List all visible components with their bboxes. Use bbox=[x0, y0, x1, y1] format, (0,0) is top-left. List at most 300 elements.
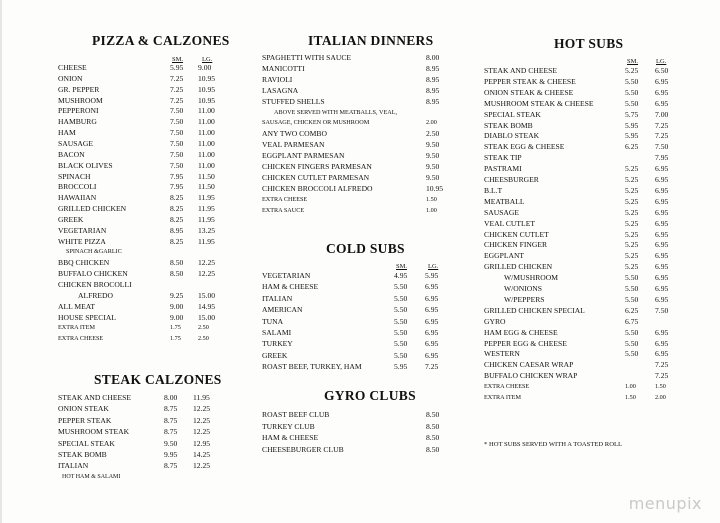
price-large: 7.50 bbox=[655, 305, 669, 315]
price-large: 7.25 bbox=[655, 371, 669, 381]
price: 1.50 bbox=[426, 195, 437, 203]
menu-item-row bbox=[262, 97, 452, 107]
item-name: LASAGNA bbox=[262, 85, 299, 95]
item-name: SAUSAGE, CHICKEN OR MUSHROOM bbox=[262, 119, 370, 127]
item-name: STUFFED SHELLS bbox=[262, 96, 325, 106]
price: 7.50 bbox=[170, 160, 184, 170]
item-name: MUSHROOM STEAK bbox=[58, 427, 130, 437]
price: 5.25 bbox=[625, 66, 639, 75]
menu-item-row bbox=[58, 323, 228, 333]
menu-item-row bbox=[262, 362, 452, 372]
price-large: 6.95 bbox=[655, 164, 669, 174]
item-name: ONION STEAK & CHEESE bbox=[484, 87, 574, 97]
price-large: 12.95 bbox=[193, 438, 211, 448]
item-name: SALAMI bbox=[262, 328, 292, 337]
item-name: VEAL CUTLET bbox=[484, 218, 535, 228]
price-large: 11.00 bbox=[198, 160, 215, 170]
price: 8.25 bbox=[170, 214, 184, 224]
menu-item-row bbox=[262, 184, 452, 194]
item-name: ONION bbox=[58, 73, 83, 83]
item-name: MANICOTTI bbox=[262, 63, 305, 73]
price: 8.50 bbox=[426, 433, 440, 443]
price: 5.25 bbox=[625, 196, 639, 206]
menu-item-row bbox=[58, 117, 228, 127]
item-name: CHICKEN BROCCOLI ALFREDO bbox=[262, 183, 373, 193]
menu-item-row bbox=[58, 106, 228, 116]
menu-item-row bbox=[262, 195, 452, 205]
menu-item-row bbox=[262, 271, 452, 281]
price: 5.25 bbox=[625, 164, 639, 174]
price-large: 11.00 bbox=[198, 138, 215, 148]
price: 8.95 bbox=[426, 85, 440, 95]
price: 10.95 bbox=[426, 183, 444, 193]
menu-item-row bbox=[262, 86, 452, 96]
price: 7.25 bbox=[170, 95, 184, 105]
price: 9.50 bbox=[426, 172, 440, 182]
price-large: 2.00 bbox=[655, 394, 666, 401]
sm-header: SM. bbox=[627, 58, 639, 65]
price: 5.50 bbox=[625, 327, 639, 337]
menu-item-row bbox=[484, 339, 684, 349]
hot-subs-footnote: * HOT SUBS SERVED WITH A TOASTED ROLL bbox=[484, 441, 623, 448]
menu-item-row bbox=[484, 99, 684, 109]
item-name: PEPPER EGG & CHEESE bbox=[484, 338, 567, 348]
price-large: 11.95 bbox=[198, 204, 215, 214]
item-name: PASTRAMI bbox=[484, 164, 522, 174]
menu-item-row bbox=[484, 121, 684, 131]
price: 8.25 bbox=[170, 204, 184, 214]
section-title: PIZZA & CALZONES bbox=[92, 33, 230, 48]
price: 7.50 bbox=[170, 128, 184, 138]
item-name: BROCCOLI bbox=[58, 182, 97, 192]
item-name: ROAST BEEF CLUB bbox=[262, 410, 330, 419]
menu-item-row bbox=[58, 313, 228, 323]
price: 5.50 bbox=[394, 328, 408, 337]
price: 5.95 bbox=[170, 63, 184, 72]
item-name: EXTRA CHEESE bbox=[484, 383, 530, 391]
price: 5.50 bbox=[394, 339, 408, 349]
price-large: 2.50 bbox=[198, 324, 209, 332]
price: 2.00 bbox=[426, 119, 437, 127]
price-large: 6.95 bbox=[655, 327, 669, 337]
item-name: WESTERN bbox=[484, 349, 520, 359]
price-large: 6.95 bbox=[425, 316, 439, 326]
menu-item-row bbox=[262, 118, 452, 128]
menu-item-row bbox=[484, 197, 684, 207]
price-large: 6.95 bbox=[655, 294, 669, 304]
price: 5.25 bbox=[625, 185, 639, 195]
item-name: EGGPLANT bbox=[484, 251, 525, 261]
price: 9.50 bbox=[426, 162, 440, 171]
item-name: GRILLED CHICKEN bbox=[58, 204, 127, 214]
price: 1.50 bbox=[625, 394, 636, 401]
price-large: 11.00 bbox=[198, 149, 215, 159]
price-large: 10.95 bbox=[198, 84, 216, 94]
menu-item-row bbox=[484, 175, 684, 185]
section-title: GYRO CLUBS bbox=[324, 388, 416, 403]
item-name: BBQ CHICKEN bbox=[58, 258, 110, 268]
item-name: GRILLED CHICKEN SPECIAL bbox=[484, 305, 585, 315]
item-name: CHICKEN BROCOLLI bbox=[58, 280, 132, 289]
item-name: EXTRA CHEESE bbox=[58, 335, 104, 343]
price: 8.00 bbox=[164, 393, 178, 402]
menu-item-row bbox=[484, 77, 684, 87]
price-large: 6.95 bbox=[425, 350, 439, 360]
price-large: 6.95 bbox=[655, 218, 669, 228]
price-large: 6.95 bbox=[655, 175, 669, 184]
price: 9.95 bbox=[164, 450, 178, 459]
menu-item-row bbox=[262, 173, 452, 183]
price-large: 9.00 bbox=[198, 63, 212, 72]
menu-item-row bbox=[58, 269, 228, 279]
menu-item-row bbox=[262, 328, 452, 338]
price: 8.95 bbox=[426, 74, 440, 84]
price: 8.25 bbox=[170, 236, 184, 246]
item-name: CHICKEN CUTLET PARMESAN bbox=[262, 172, 370, 182]
menu-item-row bbox=[484, 230, 684, 240]
item-name: STEAK BOMB bbox=[58, 450, 107, 459]
item-name: BUFFALO CHICKEN bbox=[58, 269, 128, 279]
price-large: 6.95 bbox=[655, 185, 669, 195]
price: 8.95 bbox=[170, 225, 184, 235]
item-name: RAVIOLI bbox=[262, 74, 293, 84]
menu-item-row bbox=[58, 226, 228, 236]
price: 8.50 bbox=[426, 421, 440, 431]
price: 9.50 bbox=[426, 151, 440, 161]
menu-item-row bbox=[58, 404, 228, 414]
price: 1.75 bbox=[170, 324, 181, 332]
item-name: CHEESEBURGER CLUB bbox=[262, 444, 344, 454]
menu-item-row bbox=[58, 204, 228, 214]
menu-item-row bbox=[58, 193, 228, 203]
menu-item-row bbox=[484, 262, 684, 272]
item-name: HOUSE SPECIAL bbox=[58, 312, 117, 322]
section-title: COLD SUBS bbox=[326, 241, 405, 256]
price-large: 7.25 bbox=[655, 120, 669, 130]
price: 6.25 bbox=[625, 142, 639, 152]
price: 8.75 bbox=[164, 461, 178, 471]
menu-item-row bbox=[58, 334, 228, 344]
item-name: EGGPLANT PARMESAN bbox=[262, 151, 345, 161]
price-large: 2.50 bbox=[198, 335, 209, 343]
menu-item-row bbox=[58, 161, 228, 171]
menu-item-row bbox=[58, 302, 228, 312]
menu-item-row bbox=[484, 88, 684, 98]
item-name: SAUSAGE bbox=[58, 138, 94, 148]
price-large: 7.25 bbox=[425, 362, 439, 372]
price-large: 10.95 bbox=[198, 95, 216, 105]
menu-item-row bbox=[262, 162, 452, 172]
price: 9.00 bbox=[170, 301, 184, 311]
menu-item-row bbox=[484, 382, 684, 392]
price-large: 11.95 bbox=[193, 393, 210, 402]
price-large: 12.25 bbox=[198, 258, 216, 268]
price-large: 7.00 bbox=[655, 109, 669, 119]
price: 5.50 bbox=[625, 76, 639, 86]
menu-item-row bbox=[484, 66, 684, 76]
price: 5.25 bbox=[625, 240, 639, 250]
price-large: 6.95 bbox=[655, 349, 669, 359]
price: 5.50 bbox=[625, 284, 639, 293]
price-large: 10.95 bbox=[198, 73, 216, 83]
menu-item-row bbox=[262, 422, 452, 432]
item-name: TUNA bbox=[262, 316, 284, 326]
price-large: 7.95 bbox=[655, 153, 669, 163]
item-name: ITALIAN bbox=[58, 461, 89, 471]
item-name: GYRO bbox=[484, 316, 506, 326]
menu-item-row bbox=[484, 273, 684, 283]
price: 5.50 bbox=[394, 282, 408, 292]
price-large: 12.25 bbox=[193, 404, 211, 414]
lg-header: LG. bbox=[656, 58, 667, 65]
price-large: 12.25 bbox=[198, 269, 216, 279]
price: 5.50 bbox=[625, 273, 639, 283]
menu-item-row bbox=[484, 284, 684, 294]
price: 5.25 bbox=[625, 251, 639, 261]
price: 5.50 bbox=[394, 316, 408, 326]
menu-item-row bbox=[484, 240, 684, 250]
item-name: CHICKEN FINGERS PARMESAN bbox=[262, 162, 372, 171]
section-title: STEAK CALZONES bbox=[94, 372, 222, 387]
item-name: ALFREDO bbox=[78, 290, 114, 300]
price-large: 11.50 bbox=[198, 171, 215, 181]
menu-item-row bbox=[262, 410, 452, 420]
watermark-logo: menupix bbox=[628, 494, 702, 513]
item-name: SPINACH &GARLIC bbox=[66, 248, 122, 256]
item-name: MUSHROOM STEAK & CHEESE bbox=[484, 98, 594, 108]
price: 5.50 bbox=[625, 338, 639, 348]
price: 1.00 bbox=[625, 383, 636, 391]
price-large: 12.25 bbox=[193, 427, 211, 437]
menu-item-row bbox=[484, 164, 684, 174]
item-name: GREEK bbox=[58, 214, 84, 224]
price-large: 6.95 bbox=[655, 229, 669, 239]
menu-item-row bbox=[58, 215, 228, 225]
price: 7.95 bbox=[170, 171, 184, 181]
menu-item-row bbox=[58, 416, 228, 426]
item-name: CHEESBURGER bbox=[484, 175, 539, 184]
menu-item-row bbox=[484, 208, 684, 218]
item-name: HAM EGG & CHEESE bbox=[484, 327, 558, 337]
price-large: 6.95 bbox=[655, 273, 669, 283]
item-name: HAM & CHEESE bbox=[262, 433, 319, 443]
menu-item-row bbox=[58, 182, 228, 192]
price: 5.75 bbox=[625, 109, 639, 119]
price-large: 6.95 bbox=[655, 87, 669, 97]
menu-item-row bbox=[262, 206, 452, 216]
price: 5.50 bbox=[394, 293, 408, 303]
item-name: SPECIAL STEAK bbox=[58, 438, 115, 448]
price-large: 11.50 bbox=[198, 182, 215, 192]
item-name: STEAK EGG & CHEESE bbox=[484, 142, 565, 152]
item-name: W/PEPPERS bbox=[504, 294, 545, 304]
menu-item-row bbox=[262, 75, 452, 85]
item-name: GREEK bbox=[262, 350, 288, 360]
price-large: 11.00 bbox=[198, 106, 215, 116]
price-large: 11.00 bbox=[198, 117, 215, 127]
menu-item-row bbox=[484, 393, 684, 403]
item-name: SPAGHETTI WITH SAUCE bbox=[262, 53, 352, 62]
menu-item-row bbox=[262, 151, 452, 161]
price: 5.50 bbox=[394, 350, 408, 360]
item-name: EXTRA ITEM bbox=[58, 324, 95, 332]
item-name: CHICKEN FINGER bbox=[484, 240, 548, 250]
price: 2.50 bbox=[426, 129, 440, 139]
item-name: CHICKEN CAESAR WRAP bbox=[484, 360, 574, 370]
menu-item-row bbox=[484, 153, 684, 163]
lg-header: LG. bbox=[428, 263, 439, 270]
menu-item-row bbox=[262, 129, 452, 139]
price-large: 6.95 bbox=[425, 305, 439, 315]
item-name: VEGETARIAN bbox=[58, 225, 107, 235]
item-name: MUSHROOM bbox=[58, 95, 103, 105]
item-name: ITALIAN bbox=[262, 293, 293, 303]
menu-item-row bbox=[484, 142, 684, 152]
price-large: 6.95 bbox=[655, 98, 669, 108]
menu-item-row bbox=[58, 128, 228, 138]
price-large: 6.95 bbox=[655, 207, 669, 217]
item-name: ONION STEAK bbox=[58, 404, 109, 414]
item-name: B.L.T bbox=[484, 185, 503, 195]
menu-item-row bbox=[58, 461, 228, 471]
menu-item-row bbox=[58, 63, 228, 73]
menu-item-row bbox=[58, 139, 228, 149]
price: 7.25 bbox=[170, 84, 184, 94]
price: 6.75 bbox=[625, 316, 639, 326]
menu-item-row bbox=[58, 150, 228, 160]
price: 5.25 bbox=[625, 175, 639, 184]
menu-item-row bbox=[58, 258, 228, 268]
price: 8.50 bbox=[426, 444, 440, 454]
price: 7.50 bbox=[170, 117, 184, 127]
item-name: EXTRA ITEM bbox=[484, 394, 521, 401]
price-large: 6.95 bbox=[655, 196, 669, 206]
item-name: PEPPER STEAK & CHEESE bbox=[484, 76, 576, 86]
price-large: 6.95 bbox=[655, 262, 669, 272]
price-large: 6.95 bbox=[655, 76, 669, 86]
price-large: 15.00 bbox=[198, 290, 216, 300]
item-name: PEPPERONI bbox=[58, 106, 99, 116]
item-name: GR. PEPPER bbox=[58, 84, 100, 94]
item-name: W/ONIONS bbox=[504, 284, 542, 293]
price: 9.50 bbox=[426, 140, 440, 150]
price: 5.50 bbox=[394, 305, 408, 315]
price: 8.95 bbox=[426, 63, 440, 73]
menu-item-row bbox=[262, 294, 452, 304]
menu-item-row bbox=[58, 450, 228, 460]
menu-item-row bbox=[262, 108, 452, 118]
price: 5.50 bbox=[625, 294, 639, 304]
price: 8.75 bbox=[164, 404, 178, 414]
price: 9.00 bbox=[170, 312, 184, 322]
menu-item-row bbox=[262, 282, 452, 292]
item-name: HAWAIIAN bbox=[58, 193, 97, 203]
item-name: ANY TWO COMBO bbox=[262, 129, 327, 139]
price-large: 6.95 bbox=[655, 251, 669, 261]
item-name: HAM & CHEESE bbox=[262, 282, 319, 292]
price: 5.25 bbox=[625, 207, 639, 217]
menu-item-row bbox=[484, 186, 684, 196]
price: 8.50 bbox=[170, 258, 184, 268]
price-large: 7.25 bbox=[655, 131, 669, 141]
item-name: ROAST BEEF, TURKEY, HAM bbox=[262, 362, 362, 372]
menu-item-row bbox=[262, 317, 452, 327]
price: 8.75 bbox=[164, 415, 178, 425]
section-title: HOT SUBS bbox=[554, 36, 624, 51]
menu-item-row bbox=[484, 306, 684, 316]
price-large: 7.25 bbox=[655, 360, 669, 370]
item-name: GRILLED CHICKEN bbox=[484, 262, 553, 272]
price-large: 6.95 bbox=[425, 328, 439, 337]
price-large: 14.25 bbox=[193, 450, 211, 459]
item-name: SPINACH bbox=[58, 171, 91, 181]
item-name: MEATBALL bbox=[484, 196, 525, 206]
price: 5.50 bbox=[625, 87, 639, 97]
price-large: 14.95 bbox=[198, 301, 216, 311]
price: 9.25 bbox=[170, 290, 184, 300]
menu-item-row bbox=[484, 131, 684, 141]
item-name: STEAK AND CHEESE bbox=[58, 393, 131, 402]
menu-item-row bbox=[58, 74, 228, 84]
item-name: VEAL PARMESAN bbox=[262, 140, 325, 150]
price-large: 6.95 bbox=[425, 339, 439, 349]
item-name: STEAK TIP bbox=[484, 153, 522, 163]
price: 5.95 bbox=[394, 362, 408, 372]
price-large: 15.00 bbox=[198, 312, 216, 322]
item-name: STEAK BOMB bbox=[484, 120, 533, 130]
price: 7.50 bbox=[170, 106, 184, 116]
price: 6.25 bbox=[625, 305, 639, 315]
price: 1.00 bbox=[426, 206, 437, 214]
menu-item-row bbox=[484, 317, 684, 327]
item-name: ABOVE SERVED WITH MEATBALLS, VEAL, bbox=[274, 108, 398, 116]
price: 5.25 bbox=[625, 229, 639, 239]
item-name: VEGETARIAN bbox=[262, 271, 311, 280]
menu-item-row bbox=[262, 339, 452, 349]
menu-item-row bbox=[484, 360, 684, 370]
menu-item-row bbox=[262, 305, 452, 315]
price-large: 12.25 bbox=[193, 415, 211, 425]
price: 5.25 bbox=[625, 262, 639, 272]
menu-item-row bbox=[484, 349, 684, 359]
price-large: 7.50 bbox=[655, 142, 669, 152]
item-name: HAMBURG bbox=[58, 117, 97, 127]
price-large: 6.95 bbox=[425, 293, 439, 303]
price: 9.50 bbox=[164, 438, 178, 448]
price-large: 6.95 bbox=[425, 282, 439, 292]
price-large: 6.50 bbox=[655, 66, 669, 75]
price: 7.25 bbox=[170, 73, 184, 83]
item-name: ALL MEAT bbox=[58, 301, 96, 311]
menu-item-row bbox=[484, 110, 684, 120]
item-name: CHEESE bbox=[58, 63, 87, 72]
menu-item-row bbox=[484, 251, 684, 261]
item-name: BACON bbox=[58, 149, 85, 159]
item-name: CHICKEN CUTLET bbox=[484, 229, 549, 239]
menu-item-row bbox=[58, 439, 228, 449]
menu-item-row bbox=[58, 172, 228, 182]
price: 1.75 bbox=[170, 335, 181, 343]
price: 8.25 bbox=[170, 193, 184, 203]
menu-item-row bbox=[262, 53, 452, 63]
sm-header: SM. bbox=[172, 56, 184, 63]
menu-item-row bbox=[484, 219, 684, 229]
price-large: 1.50 bbox=[655, 383, 666, 391]
sm-header: SM. bbox=[396, 263, 408, 270]
section-title: ITALIAN DINNERS bbox=[308, 33, 434, 48]
menu-item-row bbox=[58, 237, 228, 247]
item-name: EXTRA CHEESE bbox=[262, 195, 308, 203]
